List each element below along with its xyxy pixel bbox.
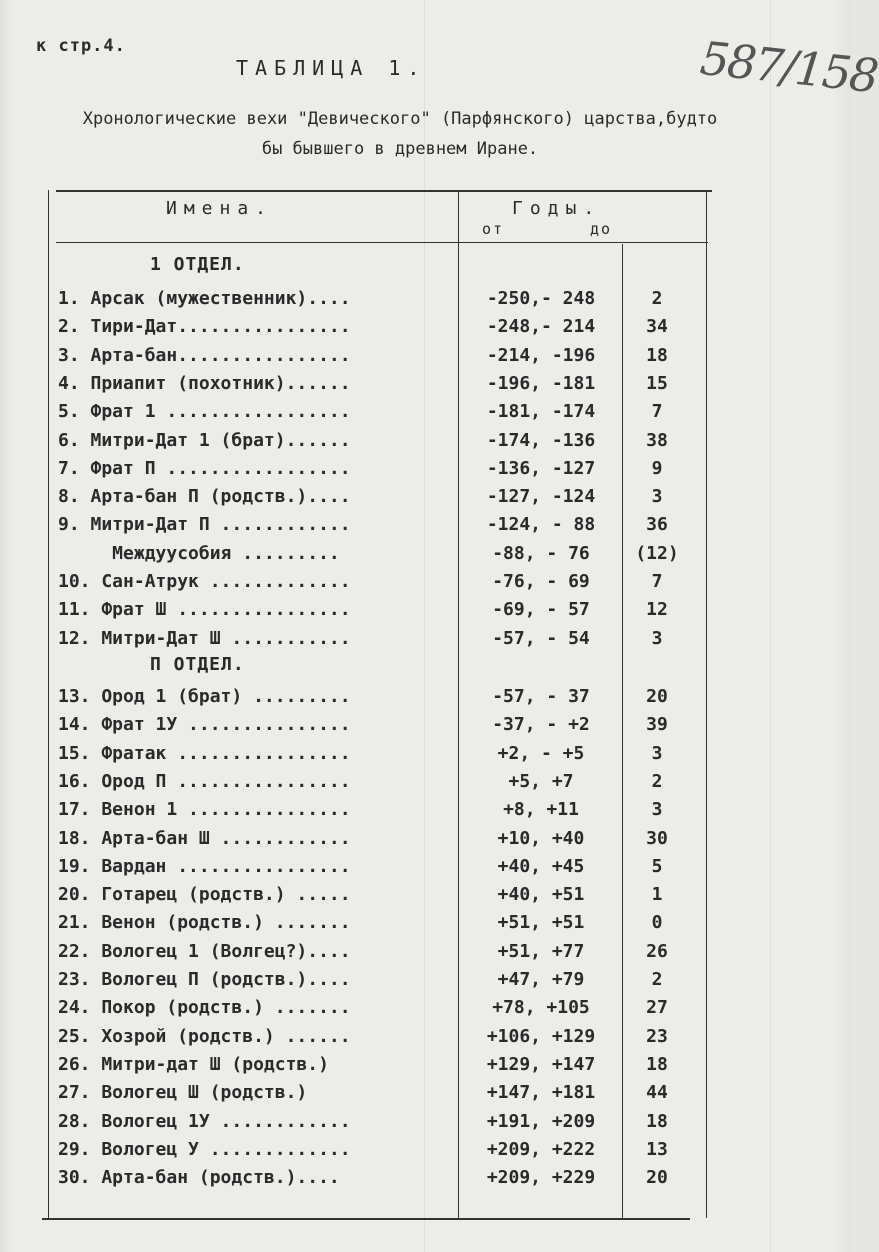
table-row [0,486,852,514]
ruler-years: +40, +45 [497,856,585,877]
section-label: 1 ОТДЕЛ. [150,254,245,275]
ruler-years: -124, - 88 [486,514,596,535]
ruler-name: 29. Вологец У ............. [58,1139,351,1160]
table-row [0,884,852,912]
ruler-years: -76, - 69 [492,571,590,592]
table-row [0,1139,852,1167]
reign-duration: 2 [651,288,663,309]
ruler-years: +2, - +5 [497,743,585,764]
reign-duration: 3 [651,486,663,507]
reign-duration: 5 [651,856,663,877]
ruler-name: 16. Ород П ................ [58,771,351,792]
reign-duration: 13 [646,1139,668,1160]
reign-duration: 23 [646,1026,668,1047]
ruler-name: 8. Арта-бан П (родств.).... [58,486,351,507]
reign-duration: 7 [651,571,663,592]
ruler-years: -214, -196 [486,345,596,366]
table-row [0,941,852,969]
ruler-name: 5. Фрат 1 ................. [58,401,351,422]
table-row [0,912,852,940]
reign-duration: 3 [651,799,663,820]
archive-number: 587/158 [697,30,879,104]
reign-duration: 26 [646,941,668,962]
reign-duration: 0 [651,912,663,933]
table-row [0,1082,852,1110]
ruler-name: 3. Арта-бан................ [58,345,351,366]
ruler-name: 6. Митри-Дат 1 (брат)...... [58,430,351,451]
ruler-name: 10. Сан-Атрук ............. [58,571,351,592]
table-row [0,969,852,997]
ruler-name: 13. Ород 1 (брат) ......... [58,686,351,707]
section-label: П ОТДЕЛ. [150,654,245,675]
ruler-name: Междуусобия ......... [58,543,340,564]
ruler-name: 9. Митри-Дат П ............ [58,514,351,535]
ruler-years: +78, +105 [492,997,590,1018]
ruler-name: 20. Готарец (родств.) ..... [58,884,351,905]
ruler-years: +209, +229 [486,1167,596,1188]
ruler-name: 2. Тири-Дат................ [58,316,351,337]
reign-duration: 15 [646,373,668,394]
ruler-years: -196, -181 [486,373,596,394]
ruler-years: +106, +129 [486,1026,596,1047]
reign-duration: 20 [646,1167,668,1188]
ruler-name: 11. Фрат Ш ................ [58,599,351,620]
ruler-years: +10, +40 [497,828,585,849]
reign-duration: 7 [651,401,663,422]
ruler-years: -88, - 76 [492,543,590,564]
table-row [0,514,852,542]
table-row [0,401,852,429]
header-names: Имена. [166,198,274,219]
ruler-name: 19. Вардан ................ [58,856,351,877]
reign-duration: 34 [646,316,668,337]
ruler-years: -69, - 57 [492,599,590,620]
header-from: от [482,220,505,238]
ruler-years: +147, +181 [486,1082,596,1103]
ruler-name: 1. Арсак (мужественник).... [58,288,351,309]
table-row [0,714,852,742]
ruler-years: +47, +79 [497,969,585,990]
ruler-name: 7. Фрат П ................. [58,458,351,479]
reign-duration: 30 [646,828,668,849]
header-years: Годы. [512,198,602,219]
reign-duration: 44 [646,1082,668,1103]
page-reference: к стр.4. [36,36,126,56]
ruler-years: -250,- 248 [486,288,596,309]
table-row [0,288,852,316]
table-row [0,458,852,486]
table-row [0,316,852,344]
ruler-name: 28. Вологец 1У ............ [58,1111,351,1132]
table-row [0,571,852,599]
table-row [0,543,852,571]
reign-duration: (12) [635,543,679,564]
table-top-border [56,190,712,192]
reign-duration: 36 [646,514,668,535]
table-row [0,430,852,458]
reign-duration: 18 [646,345,668,366]
reign-duration: 3 [651,628,663,649]
ruler-name: 15. Фратак ................ [58,743,351,764]
ruler-years: +129, +147 [486,1054,596,1075]
ruler-years: +5, +7 [508,771,574,792]
ruler-years: +51, +51 [497,912,585,933]
ruler-name: 23. Вологец П (родств.).... [58,969,351,990]
reign-duration: 20 [646,686,668,707]
ruler-name: 24. Покор (родств.) ....... [58,997,351,1018]
reign-duration: 38 [646,430,668,451]
table-row [0,686,852,714]
reign-duration: 12 [646,599,668,620]
table-row [0,1167,852,1195]
ruler-name: 30. Арта-бан (родств.).... [58,1167,340,1188]
ruler-years: +191, +209 [486,1111,596,1132]
table-row [0,599,852,627]
table-row [0,771,852,799]
table-row [0,997,852,1025]
table-title: ТАБЛИЦА 1. [236,56,427,80]
ruler-name: 27. Вологец Ш (родств.) [58,1082,308,1103]
ruler-years: -57, - 54 [492,628,590,649]
ruler-name: 12. Митри-Дат Ш ........... [58,628,351,649]
reign-duration: 39 [646,714,668,735]
ruler-years: -37, - +2 [492,714,590,735]
ruler-years: +8, +11 [503,799,579,820]
reign-duration: 9 [651,458,663,479]
table-row [0,1054,852,1082]
table-row [0,345,852,373]
ruler-years: -181, -174 [486,401,596,422]
ruler-years: +40, +51 [497,884,585,905]
table-row [0,828,852,856]
table-bottom-border [42,1218,690,1220]
table-row [0,373,852,401]
table-row [0,856,852,884]
ruler-years: -57, - 37 [492,686,590,707]
table-row [0,799,852,827]
ruler-name: 4. Приапит (похотник)...... [58,373,351,394]
ruler-name: 26. Митри-дат Ш (родств.) [58,1054,329,1075]
table-subtitle: Хронологические вехи "Девического" (Парфянского) царства,будто бы бывшего в древнем Иране. [82,109,718,159]
ruler-name: 18. Арта-бан Ш ............ [58,828,351,849]
ruler-name: 14. Фрат 1У ............... [58,714,351,735]
header-to: до [590,220,613,238]
ruler-years: -248,- 214 [486,316,596,337]
table-row [0,1026,852,1054]
reign-duration: 18 [646,1111,668,1132]
reign-duration: 1 [651,884,663,905]
table-row [0,628,852,656]
table-row [0,743,852,771]
ruler-years: +209, +222 [486,1139,596,1160]
reign-duration: 2 [651,969,663,990]
ruler-years: +51, +77 [497,941,585,962]
reign-duration: 2 [651,771,663,792]
ruler-name: 17. Венон 1 ............... [58,799,351,820]
header-separator [56,242,708,243]
ruler-name: 21. Венон (родств.) ....... [58,912,351,933]
ruler-name: 25. Хозрой (родств.) ...... [58,1026,351,1047]
ruler-name: 22. Вологец 1 (Волгец?).... [58,941,351,962]
reign-duration: 18 [646,1054,668,1075]
ruler-years: -174, -136 [486,430,596,451]
ruler-years: -136, -127 [486,458,596,479]
ruler-years: -127, -124 [486,486,596,507]
reign-duration: 3 [651,743,663,764]
reign-duration: 27 [646,997,668,1018]
table-row [0,1111,852,1139]
